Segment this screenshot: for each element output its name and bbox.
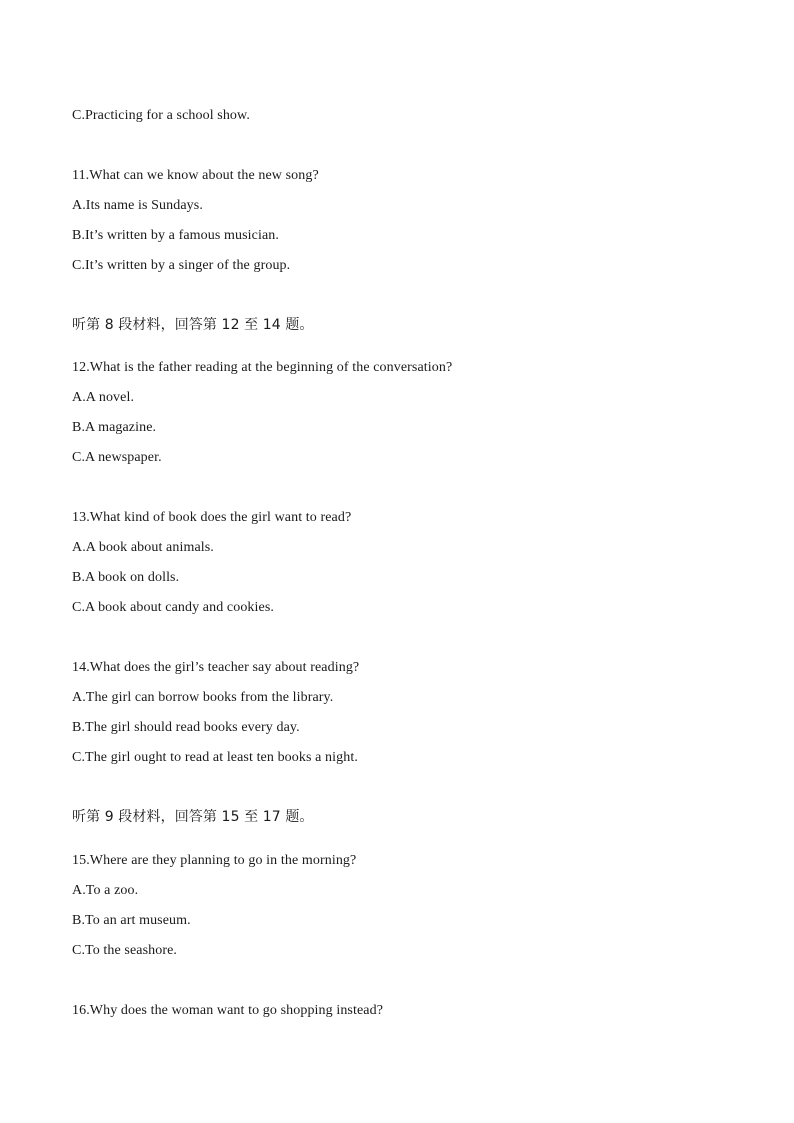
q15-question: 15.Where are they planning to go in the morning? [72,853,357,868]
q13-option-b: B.A book on dolls. [72,570,180,585]
q15-option-a: A.To a zoo. [72,883,139,898]
q14-option-a: A.The girl can borrow books from the library. [72,690,334,705]
q12-option-c: C.A newspaper. [72,450,162,465]
q11-question: 11.What can we know about the new song? [72,168,319,183]
section-8-heading: 听第 8 段材料，回答第 12 至 14 题。 [72,317,314,333]
q12-option-b: B.A magazine. [72,420,157,435]
q12-option-a: A.A novel. [72,390,135,405]
q14-option-b: B.The girl should read books every day. [72,720,300,735]
q10-option-c: C.Practicing for a school show. [72,108,250,123]
q16-question: 16.Why does the woman want to go shopping instead? [72,1003,384,1018]
section-9-heading: 听第 9 段材料，回答第 15 至 17 题。 [72,809,314,825]
q11-option-a: A.Its name is Sundays. [72,198,203,213]
q12-question: 12.What is the father reading at the beginning of the conversation? [72,360,453,375]
q13-option-a: A.A book about animals. [72,540,214,555]
q11-option-b: B.It’s written by a famous musician. [72,228,279,243]
q15-option-c: C.To the seashore. [72,943,178,958]
q13-option-c: C.A book about candy and cookies. [72,600,274,615]
q13-question: 13.What kind of book does the girl want to read? [72,510,352,525]
q15-option-b: B.To an art museum. [72,913,191,928]
q14-question: 14.What does the girl’s teacher say about reading? [72,660,360,675]
q11-option-c: C.It’s written by a singer of the group. [72,258,291,273]
q14-option-c: C.The girl ought to read at least ten books a night. [72,750,358,765]
